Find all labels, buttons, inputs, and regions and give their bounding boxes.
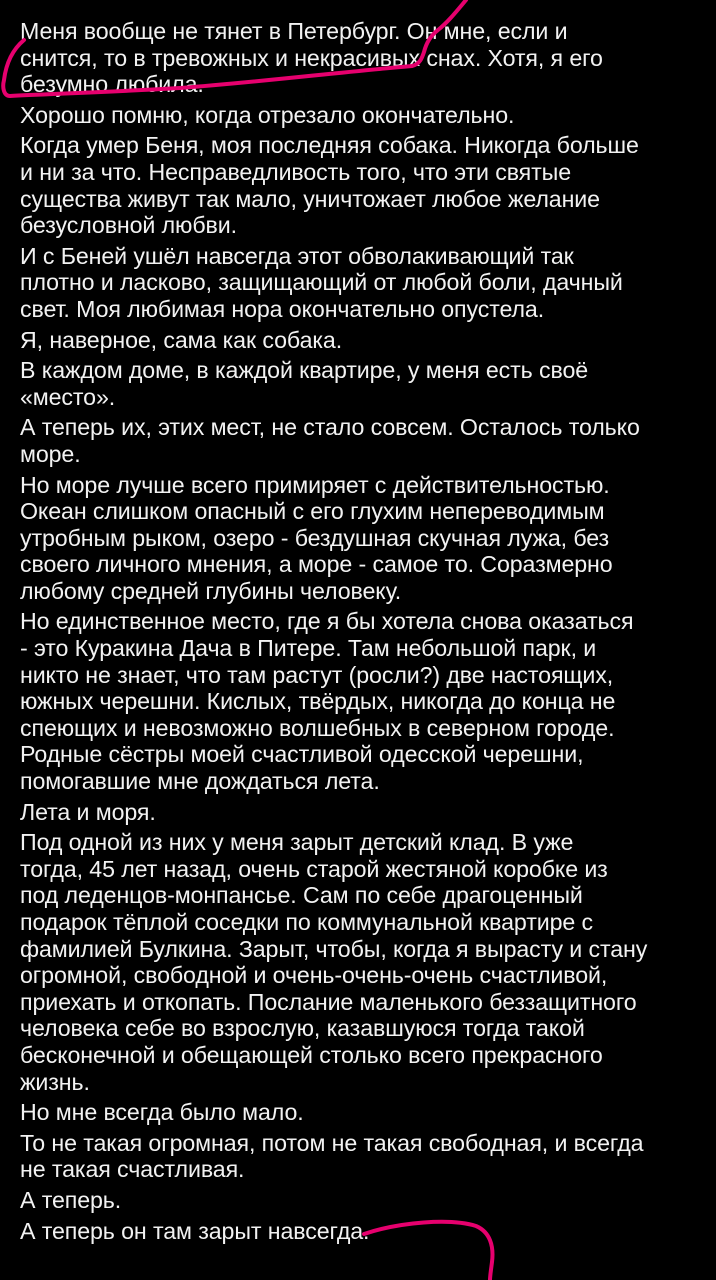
- paragraph-11: Под одной из них у меня зарыт детский клад. В уже тогда, 45 лет назад, очень старой жестяной коробке из под леденцов-монпансье. Сам по себе драгоценный подарок тёплой соседки по коммунальной квартире с фамилией Булкина. Зарыт, чтобы, когда я вырасту и стану огромной, свободной и очень-очень-очень счастливой, приехать и откопать. Послание маленького беззащитного человека себе во взрослую, казавшуюся тогда такой бесконечной и обещающей столько всего прекрасного жизнь.: [20, 829, 648, 1095]
- paragraph-3: Когда умер Беня, моя последняя собака. Никогда больше и ни за что. Несправедливость того, что эти святые существа живут так мало, уничтожает любое желание безусловной любви.: [20, 132, 639, 239]
- paragraph-9: Но единственное место, где я бы хотела снова оказаться - это Куракина Дача в Питере. Там небольшой парк, и никто не знает, что там растут (росли?) две настоящих, южных черешни. Кислых, твёрдых, никогда до конца не спеющих и невозможно волшебных в северном городе. Родные сёстры моей счастливой одесской черешни, помогавшие мне дождаться лета.: [20, 608, 634, 795]
- paragraph-13: То не такая огромная, потом не такая свободная, и всегда не такая счастливая.: [20, 1129, 644, 1183]
- paragraph-1: Меня вообще не тянет в Петербург. Он мне, если и снится, то в тревожных и некрасивых снах. Хотя, я его безумно любила.: [20, 18, 603, 98]
- paragraph-12: Но мне всегда было мало.: [20, 1099, 304, 1126]
- paragraph-14: А теперь.: [20, 1186, 122, 1213]
- note-text: [20, 18, 704, 1248]
- paragraph-4: И с Беней ушёл навсегда этот обволакивающий так плотно и ласково, защищающий от любой боли, дачный свет. Моя любимая нора окончательно опустела.: [20, 242, 623, 322]
- paragraph-6: В каждом доме, в каждой квартире, у меня есть своё «место».: [20, 357, 589, 410]
- paragraph-2: Хорошо помню, когда отрезало окончательно.: [20, 101, 515, 128]
- paragraph-15: А теперь он там зарыт навсегда.: [20, 1217, 370, 1244]
- paragraph-8: Но море лучше всего примиряет с действительностью. Океан слишком опасный с его глухим непереводимым утробным рыком, озеро - бездушная скучная лужа, без своего личного мнения, а море - самое то. Соразмерно любому средней глубины человеку.: [20, 471, 613, 604]
- paragraph-10: Лета и моря.: [20, 798, 156, 825]
- paragraph-7: А теперь их, этих мест, не стало совсем. Осталось только море.: [20, 414, 640, 467]
- paragraph-5: Я, наверное, сама как собака.: [20, 326, 343, 353]
